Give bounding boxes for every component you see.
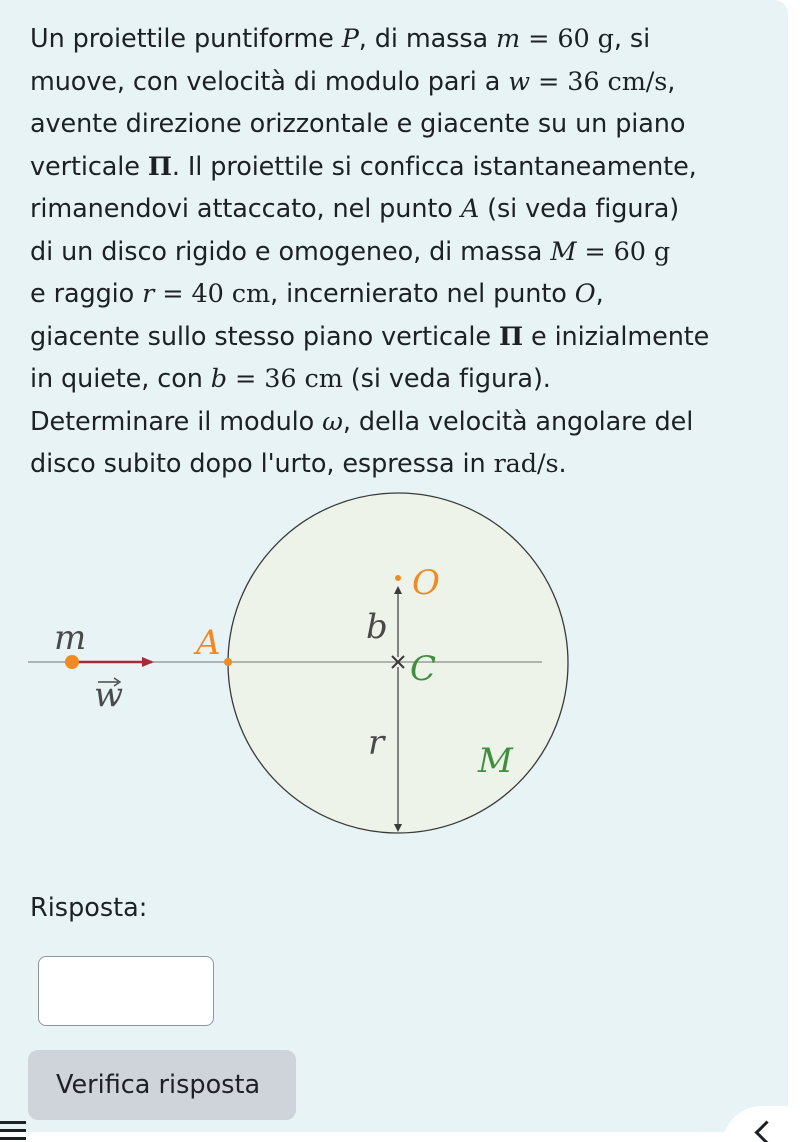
question-line-1: Un proiettile puntiforme P, di massa m = 60 g, si — [30, 24, 651, 54]
question-line-8: giacente sullo stesso piano verticale Π e inizialmente — [30, 321, 710, 352]
bottom-bar — [0, 1132, 800, 1142]
physics-figure — [0, 490, 600, 860]
disk-diagram — [0, 490, 600, 860]
label-M: M — [478, 741, 513, 781]
label-r: r — [368, 723, 385, 763]
question-line-2: muove, con velocità di modulo pari a w = 36 cm/s, — [30, 66, 676, 97]
point-O — [395, 575, 401, 581]
question-text — [30, 18, 770, 486]
question-line-7: e raggio r = 40 cm, incernierato nel punto O, — [30, 279, 604, 309]
question-line-9: in quiete, con b = 36 cm (si veda figura). — [30, 364, 551, 394]
point-A — [224, 658, 232, 666]
question-line-11: disco subito dopo l'urto, espressa in rad/s. — [30, 449, 567, 479]
question-line-4: verticale Π. Il proiettile si conficca istantaneamente, — [30, 151, 697, 182]
label-A: A — [196, 623, 221, 663]
question-line-10: Determinare il modulo ω, della velocità angolare del — [30, 406, 694, 437]
menu-icon[interactable] — [0, 1112, 28, 1142]
label-O: O — [412, 563, 440, 603]
label-w: w — [94, 675, 124, 715]
question-line-5: rimanendovi attaccato, nel punto A (si veda figura) — [30, 194, 680, 224]
chevron-left-icon — [754, 1120, 778, 1142]
label-m: m — [54, 618, 87, 658]
question-line-3: avente direzione orizzontale e giacente su un piano — [30, 109, 686, 139]
answer-input[interactable] — [38, 956, 214, 1026]
label-C: C — [410, 649, 437, 689]
question-line-6: di un disco rigido e omogeneo, di massa M = 60 g — [30, 236, 671, 267]
check-answer-button[interactable]: Verifica risposta — [28, 1050, 296, 1120]
label-b: b — [366, 607, 388, 647]
answer-label: Risposta: — [30, 893, 148, 923]
